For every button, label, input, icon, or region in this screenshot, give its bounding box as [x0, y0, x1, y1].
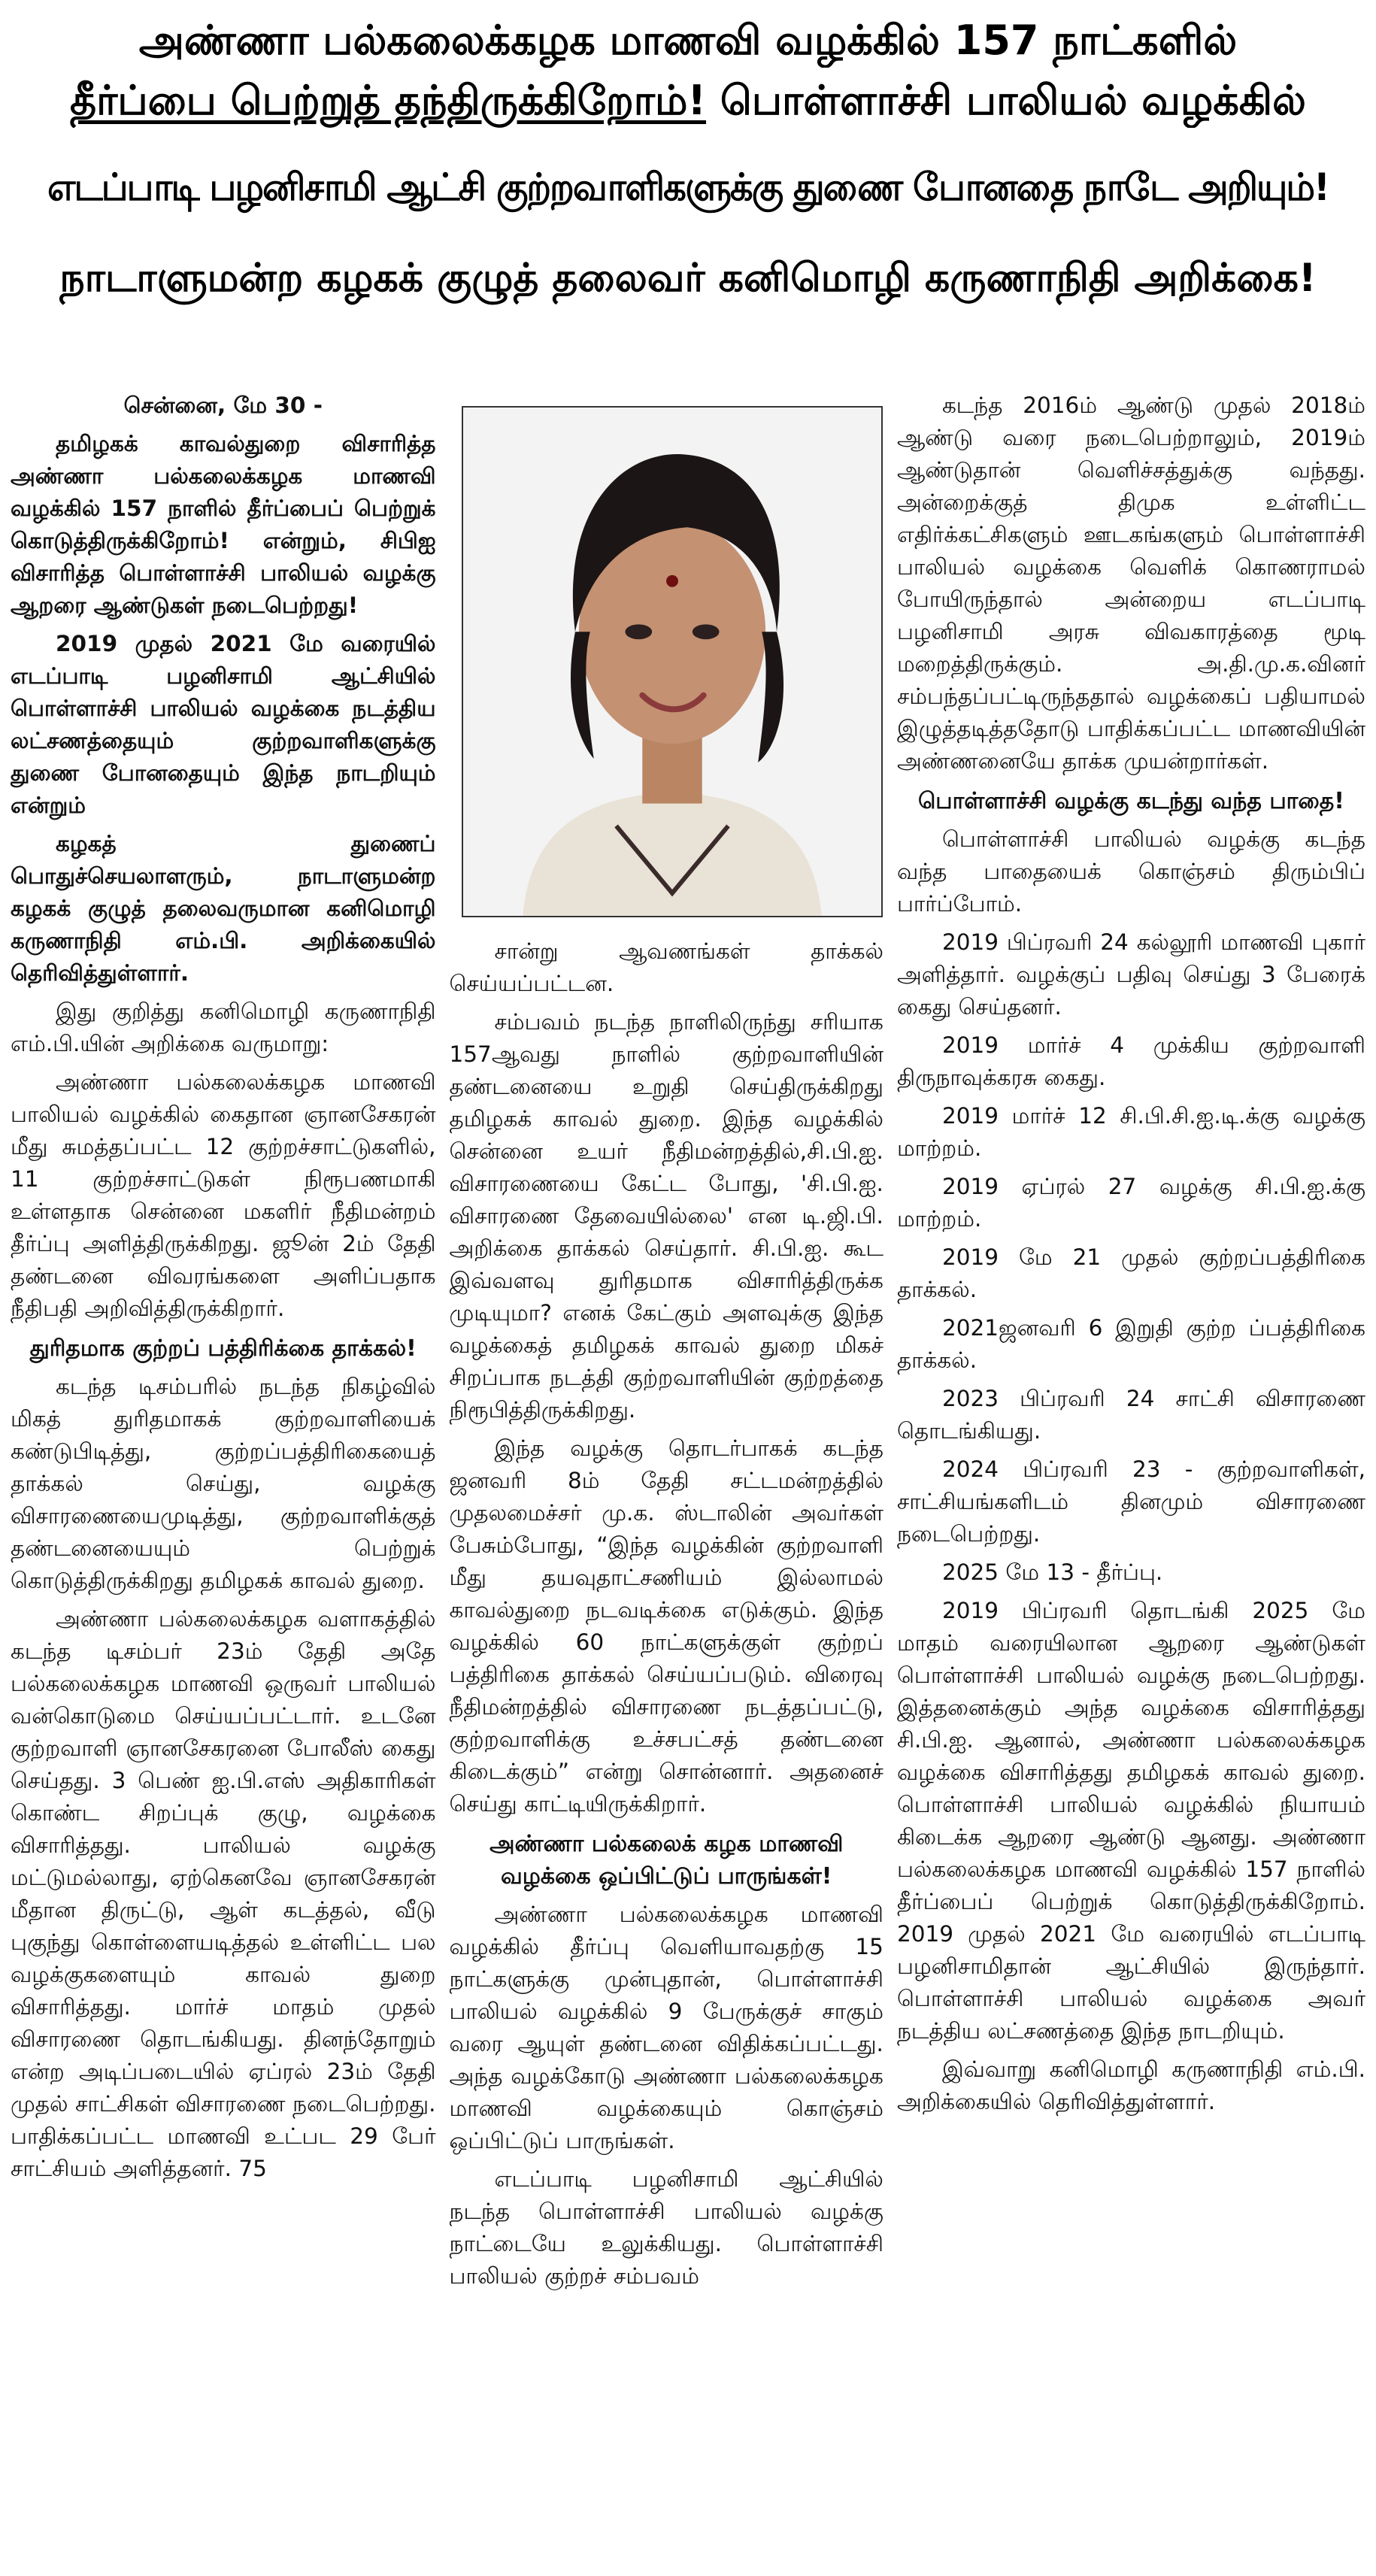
sub-headline: நாடாளுமன்ற கழகக் குழுத் தலைவர் கனிமொழி கருணாநிதி அறிக்கை!: [59, 256, 1317, 301]
timeline-item: 2019 மார்ச் 12 சி.பி.சி.ஐ.டி.க்கு வழக்கு மாற்றம்.: [896, 1103, 1365, 1161]
timeline-item: பொள்ளாச்சி பாலியல் வழக்கு கடந்த வந்த பாதையைக் கொஞ்சம் திரும்பிப் பார்ப்போம்.: [896, 826, 1365, 917]
subheading: அண்ணா பல்கலைக் கழக மாணவி வழக்கை ஒப்பிட்டுப் பாருங்கள்!: [489, 1831, 844, 1890]
article-columns: [11, 389, 1365, 2576]
body-paragraph: கடந்த 2016ம் ஆண்டு முதல் 2018ம் ஆண்டு வரை நடைபெற்றாலும், 2019ம் ஆண்டுதான் வெளிச்சத்துக்கு வந்தது. அன்றைக்குத் திமுக உள்ளிட்ட எதிர்க்கட்சிகளும் ஊடகங்களும் பொள்ளாச்சி பாலியல் வழக்கை வெளிக் கொணராமல் போயிருந்தால் அன்றைய எடப்பாடி பழனிசாமி அரசு விவகாரத்தை மூடி மறைத்திருக்கும். அ.தி.மு.க.வினர் சம்பந்தப்பட்டிருந்ததால் வழக்கைப் பதியாமல் இழுத்தடித்ததோடு பாதிக்கப்பட்ட மாணவியின் அண்ணனையே தாக்க முயன்றார்கள்.: [896, 392, 1365, 774]
subheading: துரிதமாக குற்றப் பத்திரிக்கை தாக்கல்!: [29, 1335, 417, 1362]
timeline-item: 2021ஜனவரி 6 இறுதி குற்ற ப்பத்திரிகை தாக்கல்.: [896, 1315, 1365, 1373]
timeline-item: 2023 பிப்ரவரி 24 சாட்சி விசாரணை தொடங்கியது.: [896, 1386, 1365, 1444]
column-1: [11, 389, 436, 2576]
dateline: சென்னை, மே 30 -: [123, 392, 323, 418]
timeline-item: 2019 மே 21 முதல் குற்றப்பத்திரிகை தாக்கல்.: [896, 1244, 1365, 1302]
portrait-photo: [462, 406, 883, 917]
body-paragraph: எடப்பாடி பழனிசாமி ஆட்சியில் நடந்த பொள்ளாச்சி பாலியல் வழக்கு நாட்டையே உலுக்கியது. பொள்ளாச்சி பாலியல் குற்றச் சம்பவம்: [449, 2166, 883, 2289]
body-paragraph: 2019 பிப்ரவரி தொடங்கி 2025 மே மாதம் வரையிலான ஆறரை ஆண்டுகள் பொள்ளாச்சி பாலியல் வழக்கு நடைபெற்றது. இத்தனைக்கும் அந்த வழக்கை விசாரித்தது சி.பி.ஐ. ஆனால், அண்ணா பல்கலைக்கழக வழக்கை விசாரித்தது தமிழகக் காவல் துறை. பொள்ளாச்சி பாலியல் வழக்கில் நியாயம் கிடைக்க ஆறரை ஆண்டு ஆனது. அண்ணா பல்கலைக்கழக மாணவி வழக்கில் 157 நாளில் தீர்ப்பைப் பெற்றுக் கொடுத்திருக்கிறோம். 2019 முதல் 2021 மே வரையில் எடப்பாடி பழனிசாமிதான் ஆட்சியில் இருந்தார். பொள்ளாச்சி பாலியல் வழக்கை அவர் நடத்திய லட்சணத்தை இந்த நாடறியும்.: [896, 1598, 1365, 2044]
timeline-item: 2024 பிப்ரவரி 23 - குற்றவாளிகள், சாட்சியங்களிடம் தினமும் விசாரணை நடைபெற்றது.: [896, 1456, 1365, 1547]
body-paragraph: சம்பவம் நடந்த நாளிலிருந்து சரியாக 157ஆவது நாளில் குற்றவாளியின் தண்டனையை உறுதி செய்திருக்கிறது தமிழகக் காவல் துறை. இந்த வழக்கில் சென்னை உயர் நீதிமன்றத்தில்,சி.பி.ஐ. விசாரணையை கேட்ட போது, 'சி.பி.ஐ. விசாரணை தேவையில்லை' என டி.ஜி.பி. அறிக்கை தாக்கல் செய்தார். சி.பி.ஐ. கூட இவ்வளவு துரிதமாக விசாரித்திருக்க முடியுமா? எனக் கேட்கும் அளவுக்கு இந்த வழக்கைத் தமிழகக் காவல் துறை மிகச் சிறப்பாக நடத்தி குற்றவாளியின் குற்றத்தை நிரூபித்திருக்கிறது.: [449, 1009, 883, 1423]
body-paragraph: கடந்த டிசம்பரில் நடந்த நிகழ்வில் மிகத் துரிதமாகக் குற்றவாளியைக் கண்டுபிடித்து, குற்றப்பத்திரிகையைத் தாக்கல் செய்து, வழக்கு விசாரணையைமுடித்து, குற்றவாளிக்குத் தண்டனையையும் பெற்றுக் கொடுத்திருக்கிறது தமிழகக் காவல் துறை.: [11, 1374, 436, 1593]
body-paragraph: இந்த வழக்கு தொடர்பாகக் கடந்த ஜனவரி 8ம் தேதி சட்டமன்றத்தில் முதலமைச்சர் மு.க. ஸ்டாலின் அவர்கள் பேசும்போது, “இந்த வழக்கின் குற்றவாளி மீது தயவுதாட்சணியம் இல்லாமல் காவல்துறை நடவடிக்கை எடுக்கும். இந்த வழக்கில் 60 நாட்களுக்குள் குற்றப் பத்திரிகை தாக்கல் செய்யப்படும். விரைவு நீதிமன்றத்தில் விசாரணை நடத்தப்பட்டு, குற்றவாளிக்கு உச்சபட்சத் தண்டனை கிடைக்கும்” என்று சொன்னார். அதனைச் செய்து காட்டியிருக்கிறார்.: [449, 1435, 883, 1817]
lead-paragraph: கழகத் துணைப் பொதுச்செயலாளரும், நாடாளுமன்ற கழகக் குழுத் தலைவருமான கனிமொழி கருணாநிதி எம்.பி. அறிக்கையில் தெரிவித்துள்ளார்.: [11, 831, 436, 986]
timeline-item: 2019 மார்ச் 4 முக்கிய குற்றவாளி திருநாவுக்கரசு கைது.: [896, 1032, 1365, 1090]
column-2: [450, 389, 883, 2576]
headline-line-2-underlined: தீர்ப்பை பெற்றுத் தந்திருக்கிறோம்!: [70, 77, 707, 124]
main-headline: எடப்பாடி பழனிசாமி ஆட்சி குற்றவாளிகளுக்கு துணை போனதை நாடே அறியும்!: [47, 165, 1329, 209]
body-paragraph: அண்ணா பல்கலைக்கழக மாணவி பாலியல் வழக்கில் கைதான ஞானசேகரன் மீது சுமத்தப்பட்ட 12 குற்றச்சாட்டுகளில், 11 குற்றச்சாட்டுகள் நிரூபணமாகி உள்ளதாக சென்னை மகளிர் நீதிமன்றம் தீர்ப்பு அளித்திருக்கிறது. ஜூன் 2ம் தேதி தண்டனை விவரங்களை அளிப்பதாக நீதிபதி அறிவித்திருக்கிறார்.: [11, 1069, 436, 1321]
headline-line-2-rest: பொள்ளாச்சி பாலியல் வழக்கில்: [720, 77, 1306, 124]
body-paragraph: இது குறித்து கனிமொழி கருணாநிதி எம்.பி.யின் அறிக்கை வருமாறு:: [11, 999, 436, 1056]
body-paragraph: இவ்வாறு கனிமொழி கருணாநிதி எம்.பி. அறிக்கையில் தெரிவித்துள்ளார்.: [896, 2056, 1365, 2114]
body-paragraph: அண்ணா பல்கலைக்கழக வளாகத்தில் கடந்த டிசம்பர் 23ம் தேதி அதே பல்கலைக்கழக மாணவி ஒருவர் பாலியல் வன்கொடுமை செய்யப்பட்டார். உடனே குற்றவாளி ஞானசேகரனை போலீஸ் கைது செய்தது. 3 பெண் ஐ.பி.எஸ் அதிகாரிகள் கொண்ட சிறப்புக் குழு, வழக்கை விசாரித்தது. பாலியல் வழக்கு மட்டுமல்லாது, ஏற்கெனவே ஞானசேகரன் மீதான திருட்டு, ஆள் கடத்தல், வீடு புகுந்து கொள்ளையடித்தல் உள்ளிட்ட பல வழக்குகளையும் காவல் துறை விசாரித்தது. மார்ச் மாதம் முதல் விசாரணை தொடங்கியது. தினந்தோறும் என்ற அடிப்படையில் ஏப்ரல் 23ம் தேதி முதல் சாட்சிகள் விசாரணை நடைபெற்றது. பாதிக்கப்பட்ட மாணவி உட்பட 29 பேர் சாட்சியம் அளித்தனர். 75: [11, 1606, 436, 2181]
headline-line-1: அண்ணா பல்கலைக்கழக மாணவி வழக்கில் 157 நாட்களில்: [138, 17, 1238, 64]
timeline-item: 2019 ஏப்ரல் 27 வழக்கு சி.பி.ஐ.க்கு மாற்றம்.: [896, 1174, 1365, 1232]
timeline-item: 2025 மே 13 - தீர்ப்பு.: [941, 1559, 1163, 1585]
lead-paragraph: தமிழகக் காவல்துறை விசாரித்த அண்ணா பல்கலைக்கழக மாணவி வழக்கில் 157 நாளில் தீர்ப்பைப் பெற்றுக் கொடுத்திருக்கிறோம்! என்றும், சிபிஐ விசாரித்த பொள்ளாச்சி பாலியல் வழக்கு ஆறரை ஆண்டுகள் நடைபெற்றது!: [11, 431, 436, 618]
headline-line-2: [11, 74, 1365, 128]
body-paragraph: சான்று ஆவணங்கள் தாக்கல் செய்யப்பட்டன.: [449, 938, 883, 996]
column-3: [897, 389, 1365, 2576]
body-paragraph: அண்ணா பல்கலைக்கழக மாணவி வழக்கில் தீர்ப்பு வெளியாவதற்கு 15 நாட்களுக்கு முன்புதான், பொள்ளாச்சி பாலியல் வழக்கில் 9 பேருக்குச் சாகும் வரை ஆயுள் தண்டனை விதிக்கப்பட்டது. அந்த வழக்கோடு அண்ணா பல்கலைக்கழக மாணவி வழக்கையும் கொஞ்சம் ஒப்பிட்டுப் பாருங்கள்.: [449, 1902, 883, 2153]
subheading: பொள்ளாச்சி வழக்கு கடந்து வந்த பாதை!: [917, 788, 1344, 814]
timeline-item: 2019 பிப்ரவரி 24 கல்லூரி மாணவி புகார் அளித்தார். வழக்குப் பதிவு செய்து 3 பேரைக் கைது செய்தனர்.: [896, 929, 1365, 1020]
lead-paragraph: 2019 முதல் 2021 மே வரையில் எடப்பாடி பழனிசாமி ஆட்சியில் பொள்ளாச்சி பாலியல் வழக்கை நடத்திய லட்சணத்தையும் குற்றவாளிகளுக்கு துணை போனதையும் இந்த நாடறியும் என்றும்: [11, 631, 436, 818]
